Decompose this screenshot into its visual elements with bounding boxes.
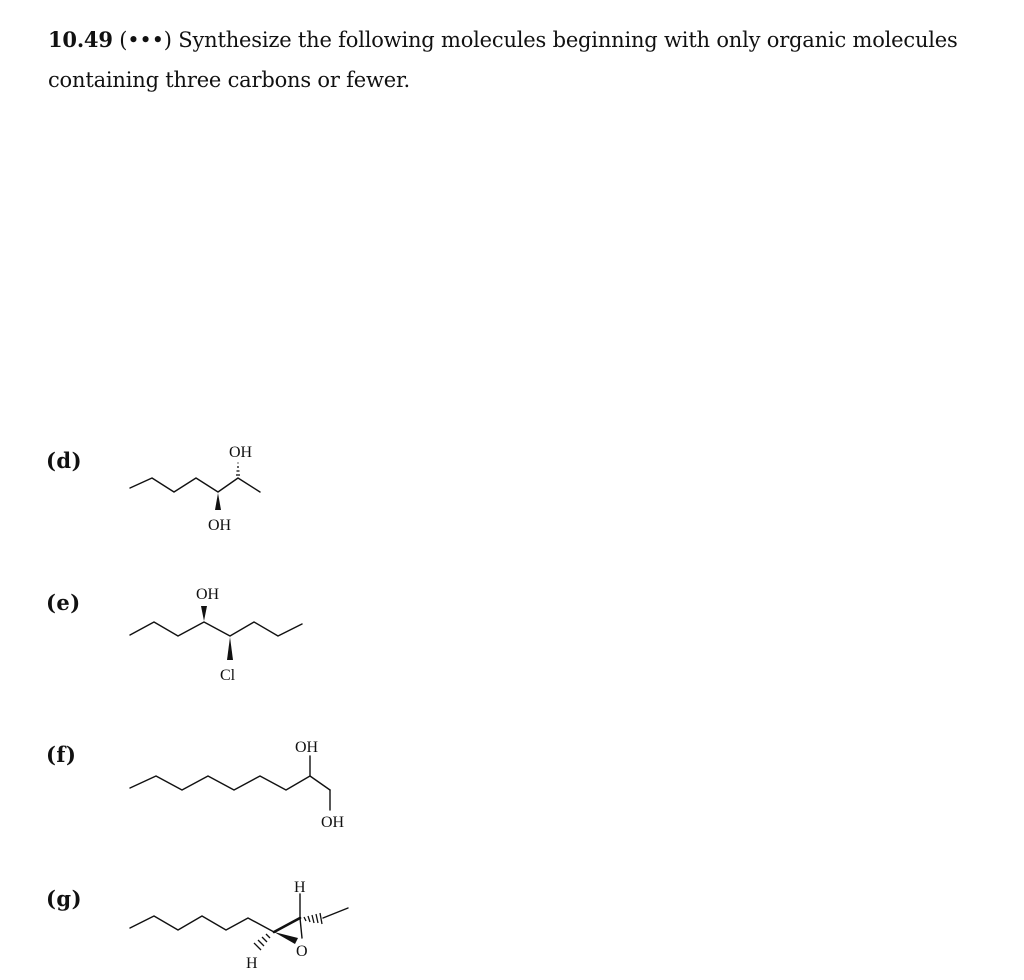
h-label-top: H bbox=[294, 879, 306, 896]
problem-number: 10.49 bbox=[48, 27, 113, 52]
wedge-bond-cl bbox=[227, 637, 233, 660]
oh-label-top: OH bbox=[295, 739, 319, 756]
problem-statement bbox=[48, 20, 1020, 100]
hashed-bond-ethyl bbox=[304, 913, 322, 924]
carbon-chain bbox=[130, 478, 260, 492]
part-g-label: (g) bbox=[46, 886, 83, 911]
molecule-e bbox=[120, 578, 320, 688]
wedge-bond-o bbox=[274, 932, 298, 944]
molecule-f bbox=[120, 730, 360, 835]
part-d-label: (d) bbox=[46, 448, 83, 473]
h-label-bottom: H bbox=[246, 955, 258, 972]
bond-o-c bbox=[300, 918, 302, 938]
molecule-d bbox=[120, 436, 280, 536]
oh-label: OH bbox=[196, 586, 220, 603]
molecule-g bbox=[120, 872, 370, 972]
oh-label-bottom: OH bbox=[208, 517, 232, 534]
epoxide-cc-bond bbox=[274, 918, 300, 932]
o-label: O bbox=[296, 943, 308, 960]
hashed-bond-oh bbox=[236, 463, 240, 475]
carbon-chain bbox=[130, 916, 274, 932]
cl-label: Cl bbox=[220, 667, 236, 684]
hashed-bond-h bbox=[254, 934, 270, 950]
carbon-chain bbox=[130, 622, 302, 636]
difficulty-indicator: (•••) bbox=[119, 28, 172, 52]
wedge-bond-oh bbox=[215, 493, 221, 510]
wedge-bond-oh bbox=[201, 606, 207, 621]
oh-label-bottom: OH bbox=[321, 814, 345, 831]
oh-label-top: OH bbox=[229, 444, 253, 461]
problem-text: Synthesize the following molecules beginning with only organic molecules containing three carbons or fewer. bbox=[48, 28, 958, 92]
part-e-label: (e) bbox=[46, 590, 81, 615]
part-f-label: (f) bbox=[46, 742, 77, 767]
carbon-chain bbox=[130, 776, 330, 790]
bond-ethyl bbox=[323, 908, 348, 918]
